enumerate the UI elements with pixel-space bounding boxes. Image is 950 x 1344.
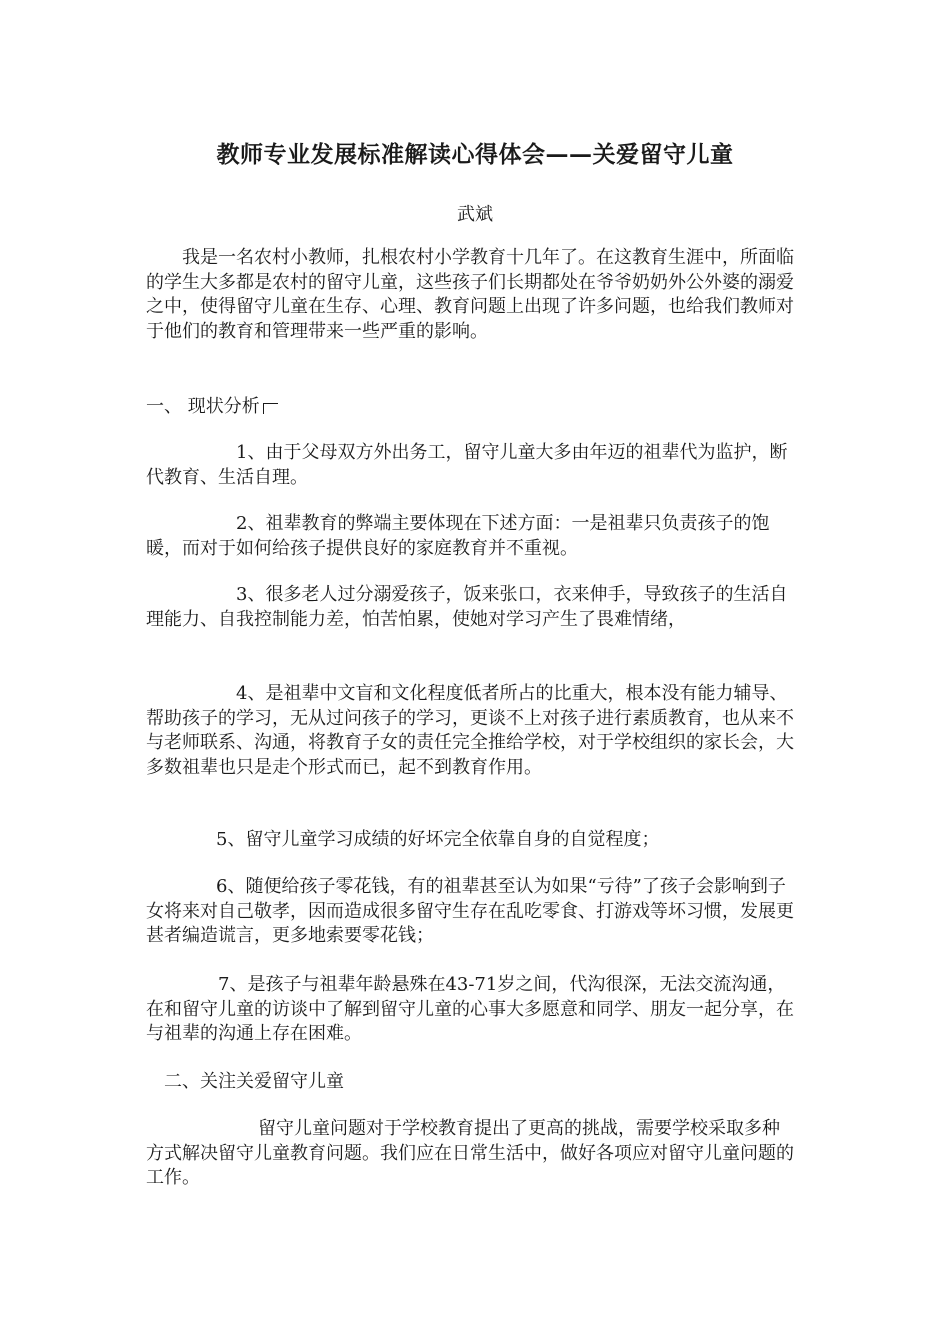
list-item: 7、是孩子与祖辈年龄悬殊在43-71岁之间，代沟很深，无法交流沟通，在和留守儿童的访谈中了解到留守儿童的心事大多愿意和同学、朋友一起分享，在与祖辈的沟通上存在困难。	[146, 974, 794, 1044]
list-item: 3、很多老人过分溺爱孩子，饭来张口，衣来伸手，导致孩子的生活自理能力、自我控制能力差，怕苦怕累，使她对学习产生了畏难情绪，	[146, 584, 788, 630]
list-item: 1、由于父母双方外出务工，留守儿童大多由年迈的祖辈代为监护，断代教育、生活自理。	[146, 442, 788, 488]
cursor-mark-icon	[263, 403, 278, 414]
section2-paragraph: 留守儿童问题对于学校教育提出了更高的挑战，需要学校采取多种方式解决留守儿童教育问题。我们应在日常生活中，做好各项应对留守儿童问题的工作。	[146, 1118, 794, 1188]
list-item: 4、是祖辈中文盲和文化程度低者所占的比重大，根本没有能力辅导、帮助孩子的学习，无从过问孩子的学习，更谈不上对孩子进行素质教育，也从来不与老师联系、沟通，将教育子女的责任完全推给学校，对于学校组织的家长会，大多数祖辈也只是走个形式而已，起不到教育作用。	[146, 683, 794, 778]
list-item: 5、留守儿童学习成绩的好坏完全依靠自身的自觉程度；	[216, 829, 660, 850]
document-author: 武斌	[457, 204, 493, 225]
section-heading-1-text: 一、 现状分析	[146, 396, 260, 417]
list-item: 6、随便给孩子零花钱，有的祖辈甚至认为如果“亏待”了孩子会影响到子女将来对自己敬孝，因而造成很多留守生存在乱吃零食、打游戏等坏习惯，发展更甚者编造谎言，更多地索要零花钱；	[146, 876, 794, 946]
section-heading-2: 二、关注关爱留守儿童	[164, 1071, 344, 1092]
list-item: 2、祖辈教育的弊端主要体现在下述方面：一是祖辈只负责孩子的饱暖，而对于如何给孩子提供良好的家庭教育并不重视。	[146, 513, 770, 559]
section-heading-1	[146, 395, 278, 419]
document-title: 教师专业发展标准解读心得体会——关爱留守儿童	[216, 141, 734, 168]
intro-paragraph: 我是一名农村小教师，扎根农村小学教育十几年了。在这教育生涯中，所面临的学生大多都是农村的留守儿童，这些孩子们长期都处在爷爷奶奶外公外婆的溺爱之中，使得留守儿童在生存、心理、教育问题上出现了许多问题，也给我们教师对于他们的教育和管理带来一些严重的影响。	[146, 247, 794, 342]
